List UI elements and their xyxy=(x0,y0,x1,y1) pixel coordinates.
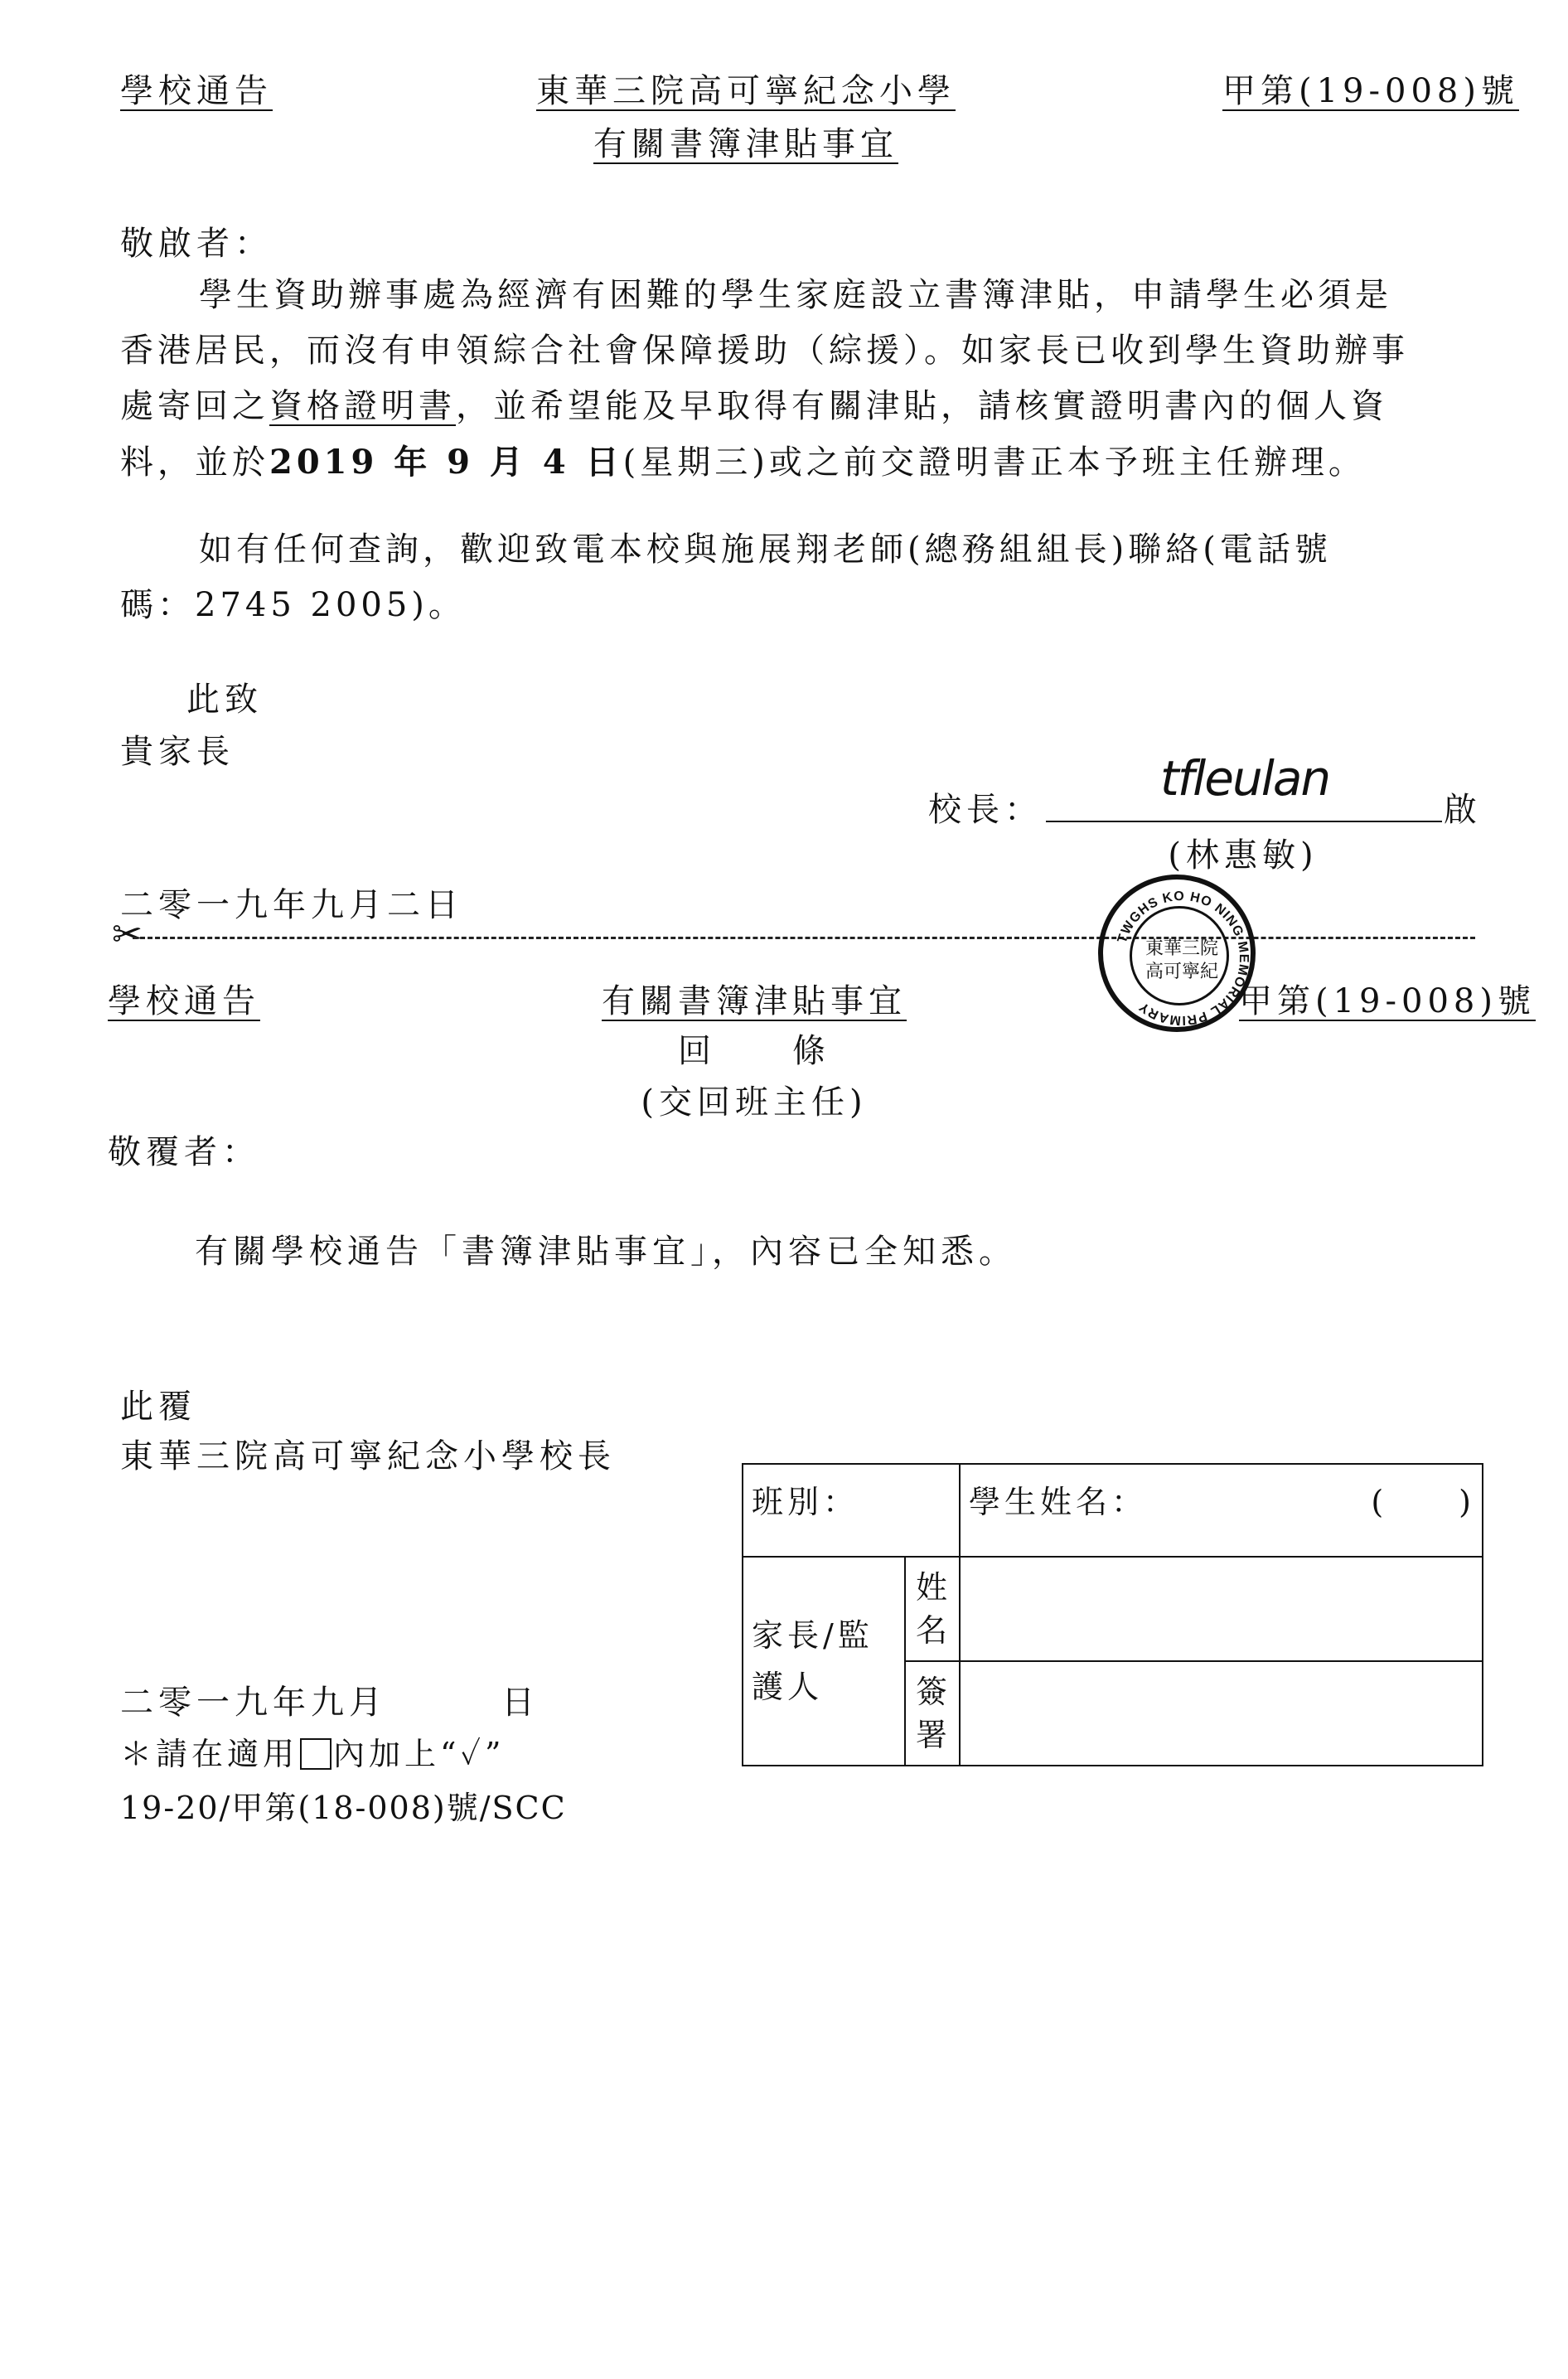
seal-artwork xyxy=(1103,879,1261,1037)
svg-text:高可寧紀: 高可寧紀 xyxy=(1145,962,1219,982)
reply-salutation: 敬覆者： xyxy=(108,1133,260,1171)
notice-ref: 甲第(19-008)號 xyxy=(1222,72,1519,110)
reply-ref: 甲第(19-008)號 xyxy=(1239,982,1536,1020)
cut-line xyxy=(133,937,1475,939)
reply-body: 有關學校通告「書簿津貼事宜」，內容已全知悉。 xyxy=(195,1233,1017,1271)
principal-label: 校長： xyxy=(928,791,1043,829)
name-label: 姓名 xyxy=(915,1569,951,1649)
svg-text:東華三院: 東華三院 xyxy=(1145,938,1219,959)
school-seal xyxy=(1098,875,1256,1032)
letter-date: 二零一九年九月二日 xyxy=(120,886,463,924)
student-name-label: 學生姓名： xyxy=(969,1484,1148,1520)
student-name-cell[interactable] xyxy=(960,1464,1483,1557)
class-label: 班別： xyxy=(752,1484,859,1520)
class-cell[interactable] xyxy=(743,1464,960,1557)
signature-line xyxy=(1046,821,1442,822)
principal-name: (林惠敏) xyxy=(1168,836,1319,875)
reply-date: 二零一九年九月 日 xyxy=(120,1684,540,1722)
p1-line-2: 香港居民，而沒有申領綜合社會保障援助（綜援）。如家長已收到學生資助辦事 xyxy=(120,332,1409,370)
p1-line-1: 學生資助辦事處為經濟有困難的學生家庭設立書簿津貼，申請學生必須是 xyxy=(199,276,1392,314)
class-number-field: ( ) xyxy=(1371,1484,1475,1520)
p1-line-4-a: 料，並於 xyxy=(120,443,269,482)
instruction-line xyxy=(120,1728,505,1774)
principal-suffix: 啟 xyxy=(1444,791,1482,829)
guardian-label-cell xyxy=(743,1557,905,1766)
reply-note: (交回班主任) xyxy=(641,1083,868,1122)
deadline-date: 2019 年 9 月 4 日 xyxy=(269,443,623,482)
salutation: 敬啟者： xyxy=(120,225,273,263)
sign-label-cell xyxy=(905,1661,960,1766)
notice-subject: 有關書簿津貼事宜 xyxy=(593,125,898,163)
p1-line-4 xyxy=(120,434,1409,491)
certificate-name: 資格證明書 xyxy=(269,387,456,425)
reply-closing-1: 此覆 xyxy=(120,1388,196,1426)
principal-signature: tfleulan xyxy=(1160,750,1330,807)
sign-label: 簽署 xyxy=(915,1674,951,1753)
p1-line-3-b: ，並希望能及早取得有關津貼，請核實證明書內的個人資 xyxy=(456,387,1388,425)
paragraph-1 xyxy=(120,268,1409,491)
p2-line-1: 如有任何查詢，歡迎致電本校與施展翔老師(總務組組長)聯絡(電話號 xyxy=(199,531,1332,569)
p1-line-3 xyxy=(120,379,1409,434)
p1-line-3-a: 處寄回之 xyxy=(120,387,269,425)
closing-2: 貴家長 xyxy=(120,733,235,771)
school-name: 東華三院高可寧紀念小學 xyxy=(536,72,956,110)
guardian-name-field[interactable] xyxy=(960,1557,1483,1661)
svg-text:TWGHS KO HO NING MEMORIAL PRIM: TWGHS KO HO NING MEMORIAL PRIMARY xyxy=(1115,889,1251,1028)
reply-notice-type: 學校通告 xyxy=(108,982,260,1020)
reply-subject: 有關書簿津貼事宜 xyxy=(602,982,907,1020)
paragraph-2 xyxy=(120,522,1332,633)
instruction-a: ＊請在適用 xyxy=(120,1736,299,1772)
notice-type: 學校通告 xyxy=(120,72,273,110)
guardian-signature-field[interactable] xyxy=(960,1661,1483,1766)
guardian-label: 家長/監護人 xyxy=(752,1617,874,1705)
reply-form-table xyxy=(742,1463,1483,1766)
p1-line-4-b: (星期三)或之前交證明書正本予班主任辦理。 xyxy=(622,443,1366,482)
reply-title: 回 條 xyxy=(678,1032,830,1070)
p2-line-2: 碼：2745 2005)。 xyxy=(120,586,466,624)
reply-closing-2: 東華三院高可寧紀念小學校長 xyxy=(120,1437,616,1475)
scissors-icon: ✂ xyxy=(112,913,143,956)
instruction-b: 內加上“✓” xyxy=(333,1736,506,1772)
name-label-cell xyxy=(905,1557,960,1661)
checkbox-icon xyxy=(300,1738,332,1770)
form-code: 19-20/甲第(18-008)號/SCC xyxy=(120,1790,567,1826)
closing-1: 此致 xyxy=(186,681,263,719)
